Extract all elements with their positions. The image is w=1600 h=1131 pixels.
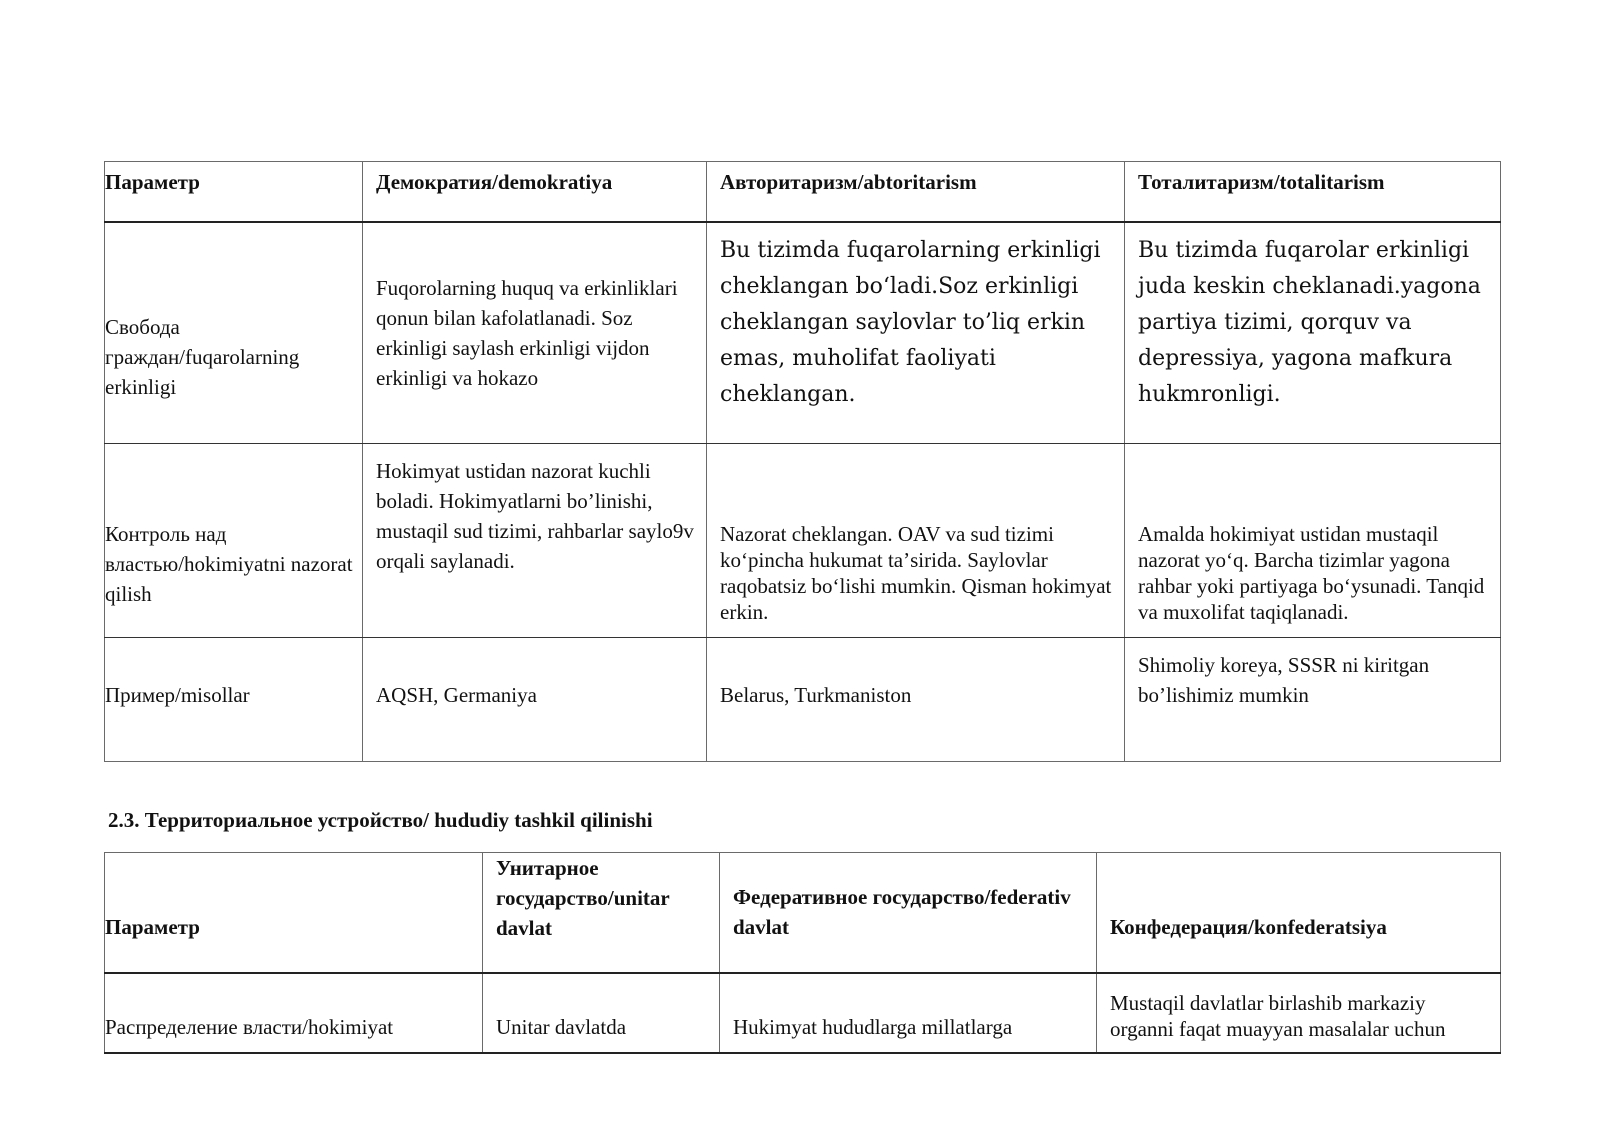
table-row bbox=[105, 222, 1501, 444]
header-authoritarianism: Авторитаризм/abtoritarism bbox=[707, 162, 1125, 222]
cell-federative-distribution: Hukimyat hududlarga millatlarga bbox=[720, 973, 1097, 1053]
cell-authoritarianism-freedom: Bu tizimda fuqarolarning erkinligi cheklangan boʻladi.Soz erkinligi cheklangan saylovlar to’liq erkin emas, muholifat faoliyati cheklangan. bbox=[707, 222, 1125, 444]
header-confederation: Конфедерация/konfederatsiya bbox=[1097, 853, 1501, 973]
cell-totalitarianism-examples: Shimoliy koreya, SSSR ni kiritgan bo’lishimiz mumkin bbox=[1125, 638, 1501, 762]
table-header-row bbox=[105, 853, 1501, 973]
territorial-structure-table bbox=[104, 852, 1501, 1054]
row-param-examples: Пример/misollar bbox=[105, 638, 363, 762]
row-param-distribution: Распределение власти/hokimiyat bbox=[105, 973, 483, 1053]
header-totalitarianism: Тоталитаризм/totalitarism bbox=[1125, 162, 1501, 222]
row-param-freedom: Свобода граждан/fuqarolarning erkinligi bbox=[105, 222, 363, 444]
table-row bbox=[105, 973, 1501, 1053]
cell-authoritarianism-examples: Belarus, Turkmaniston bbox=[707, 638, 1125, 762]
cell-democracy-examples: AQSH, Germaniya bbox=[363, 638, 707, 762]
cell-authoritarianism-control: Nazorat cheklangan. OAV va sud tizimi koʻpincha hukumat taʼsirida. Saylovlar raqobatsiz boʻlishi mumkin. Qisman hokimyat erkin. bbox=[707, 444, 1125, 638]
table-header-row bbox=[105, 162, 1501, 222]
political-regimes-table bbox=[104, 161, 1501, 762]
header-democracy: Демократия/demokratiya bbox=[363, 162, 707, 222]
header-unitary: Унитарное государство/unitar davlat bbox=[483, 853, 720, 973]
table-row bbox=[105, 444, 1501, 638]
cell-democracy-freedom: Fuqorolarning huquq va erkinliklari qonun bilan kafolatlanadi. Soz erkinligi saylash erkinligi vijdon erkinligi va hokazo bbox=[363, 222, 707, 444]
header-parameter-2: Параметр bbox=[105, 853, 483, 973]
cell-confederation-distribution: Mustaqil davlatlar birlashib markaziy organni faqat muayyan masalalar uchun bbox=[1097, 973, 1501, 1053]
cell-totalitarianism-freedom: Bu tizimda fuqarolar erkinligi juda keskin cheklanadi.yagona partiya tizimi, qorquv va depressiya, yagona mafkura hukmronligi. bbox=[1125, 222, 1501, 444]
table-row bbox=[105, 638, 1501, 762]
header-federative: Федеративное государство/federativ davlat bbox=[720, 853, 1097, 973]
section-heading: 2.3. Территориальное устройство/ hududiy tashkil qilinishi bbox=[108, 808, 653, 832]
row-param-control: Контроль над властью/hokimiyatni nazorat qilish bbox=[105, 444, 363, 638]
cell-totalitarianism-control: Amalda hokimiyat ustidan mustaqil nazorat yoʻq. Barcha tizimlar yagona rahbar yoki partiyaga boʻysunadi. Tanqid va muxolifat taqiqlanadi. bbox=[1125, 444, 1501, 638]
cell-unitary-distribution: Unitar davlatda bbox=[483, 973, 720, 1053]
cell-democracy-control: Hokimyat ustidan nazorat kuchli boladi. Hokimyatlarni bo’linishi, mustaqil sud tizimi, rahbarlar saylo9v orqali saylanadi. bbox=[363, 444, 707, 638]
header-parameter: Параметр bbox=[105, 162, 363, 222]
